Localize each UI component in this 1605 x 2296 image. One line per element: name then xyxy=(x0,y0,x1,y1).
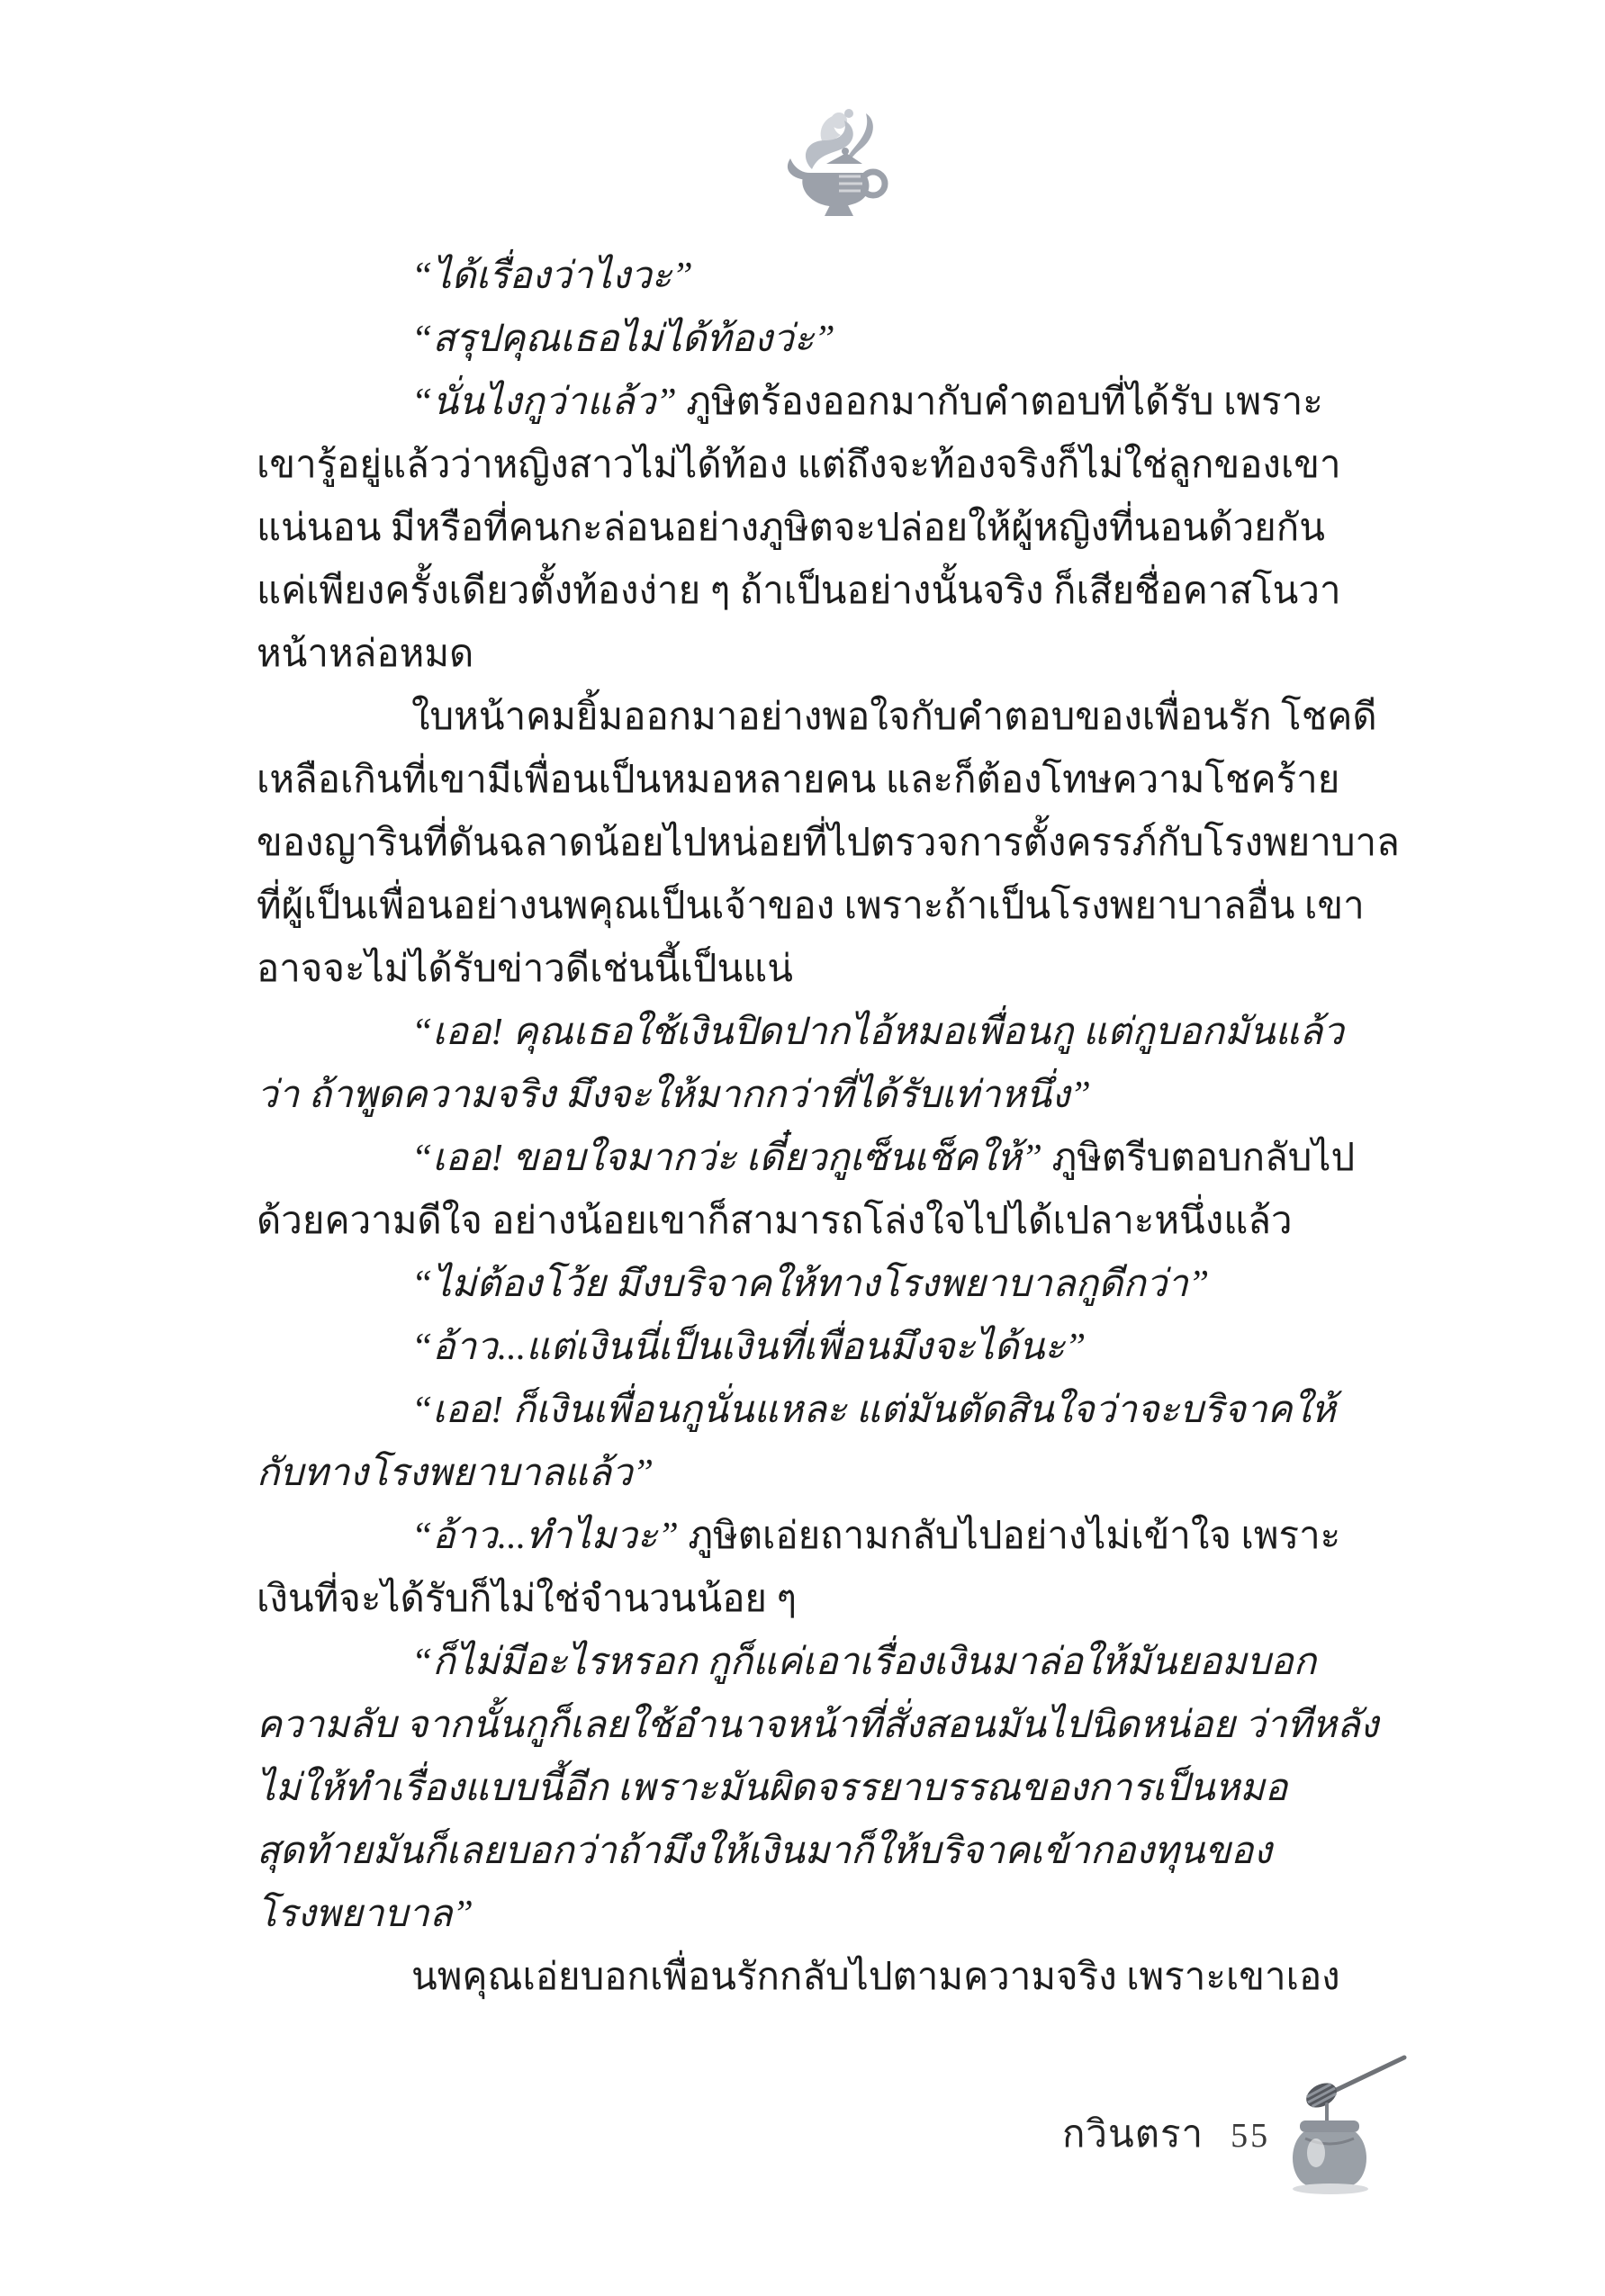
teapot-steam-ornament-icon xyxy=(780,101,898,225)
narration-segment: เงินที่จะได้รับก็ไม่ใช่จำนวนน้อย ๆ xyxy=(257,1579,798,1620)
text-line xyxy=(257,1253,1447,1316)
footer-author-name: กวินตรา xyxy=(1062,2114,1204,2156)
text-line xyxy=(257,245,1447,308)
dipper-head xyxy=(1302,2078,1340,2112)
narration-segment: ภูษิตร้องออกมากับคำตอบที่ได้รับ เพราะ xyxy=(676,382,1323,423)
text-line xyxy=(257,875,1447,938)
narration-segment: ภูษิตเอ่ยถามกลับไปอย่างไม่เข้าใจ เพราะ xyxy=(678,1516,1341,1557)
jar-body xyxy=(1293,2132,1366,2191)
text-line xyxy=(257,1316,1447,1379)
text-line xyxy=(257,1568,1447,1631)
text-line xyxy=(257,371,1447,434)
page-footer xyxy=(1062,2104,1270,2164)
dialogue-segment: “เออ! ก็เงินเพื่อนกูนั่นแหละ แต่มันตัดสินใจว่าจะบริจาคให้ xyxy=(411,1390,1336,1431)
narration-segment: เขารู้อยู่แล้วว่าหญิงสาวไม่ได้ท้อง แต่ถึงจะท้องจริงก็ไม่ใช่ลูกของเขา xyxy=(257,445,1341,486)
dialogue-segment: “ก็ไม่มีอะไรหรอก กูก็แค่เอาเรื่องเงินมาล่อให้มันยอมบอก xyxy=(411,1642,1317,1683)
narration-segment: เหลือเกินที่เขามีเพื่อนเป็นหมอหลายคน และก็ต้องโทษความโชคร้าย xyxy=(257,760,1340,801)
dialogue-segment: กับทางโรงพยาบาลแล้ว” xyxy=(257,1453,654,1494)
text-block xyxy=(257,245,1447,2009)
text-line xyxy=(257,1379,1447,1442)
text-line xyxy=(257,434,1447,497)
text-line xyxy=(257,1064,1447,1127)
narration-segment: ภูษิตรีบตอบกลับไป xyxy=(1042,1138,1356,1179)
honey-pot-dipper-icon xyxy=(1285,2048,1426,2198)
narration-segment: แค่เพียงครั้งเดียวตั้งท้องง่าย ๆ ถ้าเป็นอย่างนั้นจริง ก็เสียชื่อคาสโนวา xyxy=(257,571,1341,612)
narration-segment: ของญารินที่ดันฉลาดน้อยไปหน่อยที่ไปตรวจการตั้งครรภ์กับโรงพยาบาล xyxy=(257,823,1400,864)
text-line xyxy=(257,938,1447,1001)
text-line xyxy=(257,1127,1447,1190)
dipper-handle xyxy=(1325,2057,1404,2095)
dialogue-segment: “เออ! ขอบใจมากว่ะ เดี๋ยวกูเซ็นเช็คให้” xyxy=(411,1138,1043,1179)
jar-shadow xyxy=(1293,2183,1368,2194)
narration-segment: ใบหน้าคมยิ้มออกมาอย่างพอใจกับคำตอบของเพื่อนรัก โชคดี xyxy=(411,697,1377,738)
jar-rim xyxy=(1300,2120,1359,2132)
text-line xyxy=(257,1946,1447,2009)
teapot-knob xyxy=(842,148,849,155)
page-number: 55 xyxy=(1231,2117,1271,2155)
text-line xyxy=(257,686,1447,749)
narration-segment: แน่นอน มีหรือที่คนกะล่อนอย่างภูษิตจะปล่อยให้ผู้หญิงที่นอนด้วยกัน xyxy=(257,508,1325,549)
text-line xyxy=(257,623,1447,686)
text-line xyxy=(257,1757,1447,1820)
steam-blob xyxy=(844,109,853,118)
text-line xyxy=(257,812,1447,875)
text-line xyxy=(257,1190,1447,1253)
narration-segment: หน้าหล่อหมด xyxy=(257,634,474,675)
dialogue-segment: “สรุปคุณเธอไม่ได้ท้องว่ะ” xyxy=(411,319,835,360)
dialogue-segment: “ได้เรื่องว่าไงวะ” xyxy=(411,256,693,297)
narration-segment: อาจจะไม่ได้รับข่าวดีเช่นนี้เป็นแน่ xyxy=(257,949,793,990)
dialogue-segment: ว่า ถ้าพูดความจริง มึงจะให้มากกว่าที่ได้รับเท่าหนึ่ง” xyxy=(257,1075,1091,1116)
narration-segment: นพคุณเอ่ยบอกเพื่อนรักกลับไปตามความจริง เพราะเขาเอง xyxy=(411,1957,1340,1998)
text-line xyxy=(257,560,1447,623)
text-line xyxy=(257,1442,1447,1505)
teapot-foot xyxy=(825,205,853,216)
dialogue-segment: ความลับ จากนั้นกูก็เลยใช้อำนาจหน้าที่สั่งสอนมันไปนิดหน่อย ว่าทีหลัง xyxy=(257,1705,1379,1746)
dialogue-segment: “อ้าว...ทำไมวะ” xyxy=(411,1516,679,1557)
text-line xyxy=(257,1505,1447,1568)
text-line xyxy=(257,1001,1447,1064)
narration-segment: ด้วยความดีใจ อย่างน้อยเขาก็สามารถโล่งใจไปได้เปลาะหนึ่งแล้ว xyxy=(257,1201,1293,1242)
dialogue-segment: “ไม่ต้องโว้ย มึงบริจาคให้ทางโรงพยาบาลกูดีกว่า” xyxy=(411,1264,1210,1305)
dialogue-segment: “เออ! คุณเธอใช้เงินปิดปากไอ้หมอเพื่อนกู แต่กูบอกมันแล้ว xyxy=(411,1012,1344,1053)
narration-segment: ที่ผู้เป็นเพื่อนอย่างนพคุณเป็นเจ้าของ เพราะถ้าเป็นโรงพยาบาลอื่น เขา xyxy=(257,886,1365,927)
dialogue-segment: โรงพยาบาล” xyxy=(257,1894,473,1935)
text-line xyxy=(257,1820,1447,1883)
text-line xyxy=(257,1631,1447,1694)
dialogue-segment: สุดท้ายมันก็เลยบอกว่าถ้ามึงให้เงินมาก็ให้บริจาคเข้ากองทุนของ xyxy=(257,1831,1272,1872)
jar-highlight xyxy=(1307,2138,1325,2167)
text-line xyxy=(257,308,1447,371)
text-line xyxy=(257,1694,1447,1757)
dialogue-segment: “อ้าว...แต่เงินนี่เป็นเงินที่เพื่อนมึงจะได้นะ” xyxy=(411,1327,1087,1368)
text-line xyxy=(257,749,1447,812)
text-line xyxy=(257,1883,1447,1946)
text-line xyxy=(257,497,1447,560)
dialogue-segment: “นั่นไงกูว่าแล้ว” xyxy=(411,382,677,423)
dialogue-segment: ไม่ให้ทำเรื่องแบบนี้อีก เพราะมันผิดจรรยาบรรณของการเป็นหมอ xyxy=(257,1768,1288,1809)
